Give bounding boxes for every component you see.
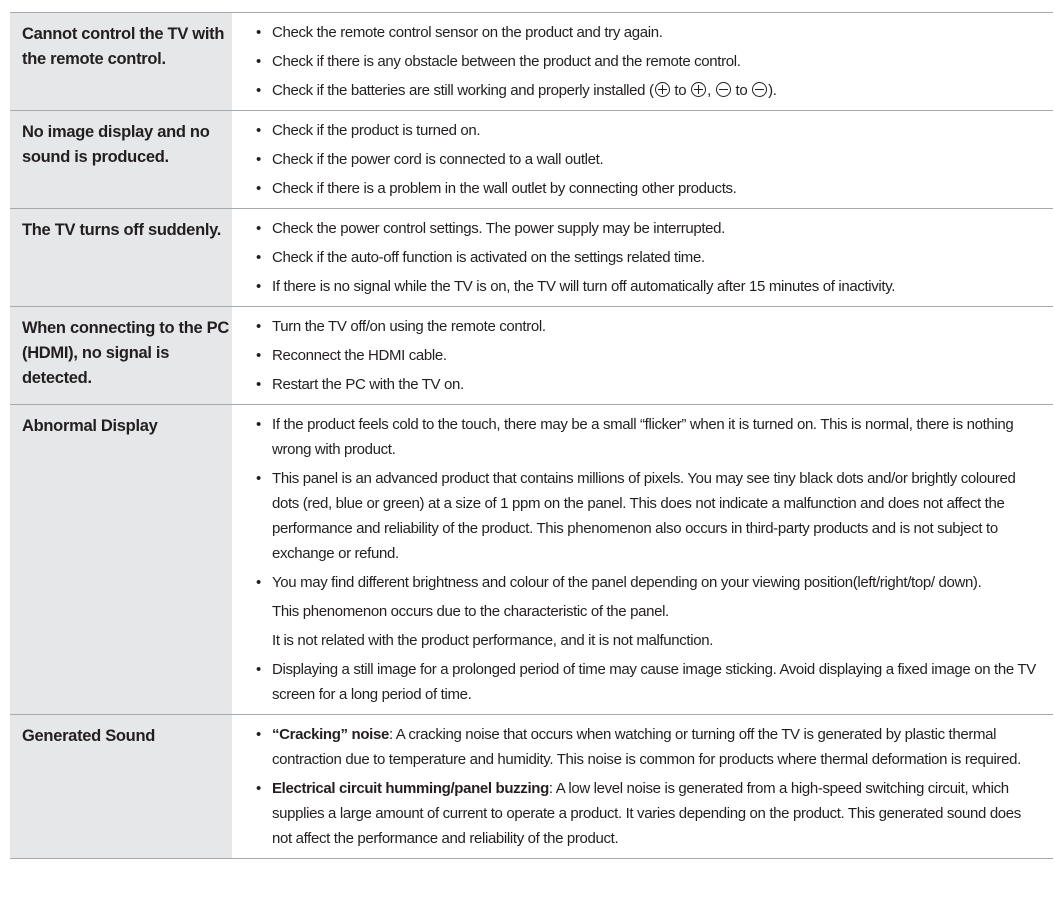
solution-list [232, 307, 1053, 404]
table-row [10, 13, 1053, 111]
issue-label: Cannot control the TV with the remote control. [10, 13, 232, 110]
solution-term: Electrical circuit humming/panel buzzing [272, 780, 549, 797]
solution-item: • If there is no signal while the TV is on, the TV will turn off automatically after 15 minutes of inactivity. [272, 274, 1043, 299]
solution-term: “Cracking” noise [272, 726, 389, 743]
solution-item: • Displaying a still image for a prolonged period of time may cause image sticking. Avoid displaying a fixed image on the TV screen for a long period of time. [272, 657, 1043, 707]
minus-terminal-icon [752, 82, 767, 97]
solution-list [232, 111, 1053, 208]
solution-item: • Check if there is a problem in the wall outlet by connecting other products. [272, 176, 1043, 201]
solution-text: : A low level noise is generated from a high-speed switching circuit, which supplies a large amount of current to operate a product. It varies depending on the product. This generated sound does not affect the performance and reliability of the product. [272, 780, 1021, 847]
solution-item [272, 776, 1043, 851]
solution-item-batteries [272, 78, 1043, 103]
solution-item: • If the product feels cold to the touch, there may be a small “flicker” when it is turned on. This is normal, there is nothing wrong with product. [272, 412, 1043, 462]
solution-item: • You may find different brightness and colour of the panel depending on your viewing position(left/right/top/ down). [272, 570, 1043, 595]
solution-item [272, 722, 1043, 772]
battery-text-start: Check if the batteries are still working and properly installed ( [272, 82, 654, 99]
solution-item: • Check if the auto-off function is activated on the settings related time. [272, 245, 1043, 270]
solution-list [232, 209, 1053, 306]
battery-text-separator: , [707, 82, 715, 99]
table-row [10, 715, 1053, 859]
solution-item: • Check the remote control sensor on the product and try again. [272, 20, 1043, 45]
table-row [10, 307, 1053, 405]
issue-label: Generated Sound [10, 715, 232, 858]
issue-label: No image display and no sound is produced. [10, 111, 232, 208]
issue-label: When connecting to the PC (HDMI), no signal is detected. [10, 307, 232, 404]
solution-item: • Check the power control settings. The power supply may be interrupted. [272, 216, 1043, 241]
solution-item: • Turn the TV off/on using the remote control. [272, 314, 1043, 339]
battery-text-to: to [670, 82, 691, 99]
issue-label: Abnormal Display [10, 405, 232, 714]
table-row [10, 405, 1053, 715]
solution-note: This phenomenon occurs due to the characteristic of the panel. [272, 603, 669, 620]
troubleshooting-table [10, 12, 1053, 859]
solution-item: • Restart the PC with the TV on. [272, 372, 1043, 397]
solution-item: • Check if the product is turned on. [272, 118, 1043, 143]
plus-terminal-icon [691, 82, 706, 97]
solution-item: • This panel is an advanced product that contains millions of pixels. You may see tiny black dots and/or brightly coloured dots (red, blue or green) at a size of 1 ppm on the panel. This does not indicate a malfunction and does not affect the performance and reliability of the product. This phenomenon also occurs in third-party products and is not subject to exchange or refund. [272, 466, 1043, 566]
battery-text-end: ). [768, 82, 777, 99]
solution-list [232, 715, 1053, 858]
solution-item: • Check if there is any obstacle between the product and the remote control. [272, 49, 1043, 74]
table-row [10, 111, 1053, 209]
solution-item: • Check if the power cord is connected to a wall outlet. [272, 147, 1043, 172]
solution-note: It is not related with the product performance, and it is not malfunction. [272, 632, 714, 649]
solution-list [232, 13, 1053, 110]
solution-list [232, 405, 1053, 714]
issue-label: The TV turns off suddenly. [10, 209, 232, 306]
solution-item: • Reconnect the HDMI cable. [272, 343, 1043, 368]
plus-terminal-icon [655, 82, 670, 97]
battery-text-to: to [731, 82, 752, 99]
solution-text: : A cracking noise that occurs when watching or turning off the TV is generated by plastic thermal contraction due to temperature and humidity. This noise is common for products where thermal deformation is required. [272, 726, 1021, 768]
table-row [10, 209, 1053, 307]
minus-terminal-icon [716, 82, 731, 97]
